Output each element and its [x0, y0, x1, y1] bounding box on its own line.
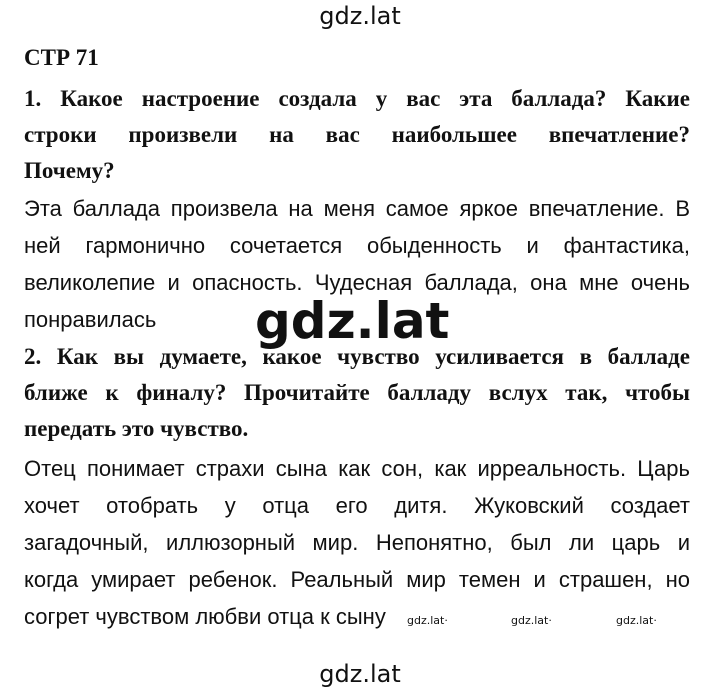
watermark-small-text: gdz.lat — [616, 614, 654, 627]
question-1-line: Почему? — [24, 158, 115, 183]
watermark-bottom: gdz.lat — [319, 660, 401, 688]
dot-icon: · — [444, 614, 448, 627]
answer-2-line: загадочный, иллюзорный мир. Непонятно, был ли царь и — [24, 530, 690, 555]
watermark-center: gdz.lat — [255, 292, 450, 350]
page-label: СТР 71 — [24, 45, 99, 70]
answer-1-line: понравилась — [24, 307, 157, 332]
watermark-small — [407, 614, 448, 627]
watermark-small-text: gdz.lat — [407, 614, 445, 627]
answer-2-line: хочет отобрать у отца его дитя. Жуковский создает — [24, 493, 690, 518]
answer-2 — [24, 450, 690, 635]
watermark-small — [616, 614, 657, 627]
watermark-small — [511, 614, 552, 627]
answer-1-line: Эта баллада произвела на меня самое яркое впечатление. В — [24, 196, 690, 221]
answer-1-line: великолепие и опасность. Чудесная баллада, она мне очень — [24, 270, 690, 295]
dot-icon: · — [653, 614, 657, 627]
watermark-top: gdz.lat — [319, 2, 401, 30]
question-2-line: 2. Как вы думаете, какое чувство усиливается в балладе — [24, 344, 690, 369]
answer-2-line: когда умирает ребенок. Реальный мир темен и страшен, но — [24, 567, 690, 592]
answer-1-line: ней гармонично сочетается обыденность и фантастика, — [24, 233, 690, 258]
answer-2-line: Отец понимает страхи сына как сон, как ирреальность. Царь — [24, 456, 690, 481]
question-2-line: передать это чувство. — [24, 416, 249, 441]
dot-icon: · — [548, 614, 552, 627]
question-1 — [24, 81, 690, 189]
question-1-line: строки произвели на вас наибольшее впечатление? — [24, 122, 690, 147]
question-2-line: ближе к финалу? Прочитайте балладу вслух так, чтобы — [24, 380, 690, 405]
question-1-line: 1. Какое настроение создала у вас эта баллада? Какие — [24, 86, 690, 111]
question-2 — [24, 339, 690, 447]
watermark-small-text: gdz.lat — [511, 614, 549, 627]
answer-2-line: согрет чувством любви отца к сыну — [24, 604, 386, 629]
